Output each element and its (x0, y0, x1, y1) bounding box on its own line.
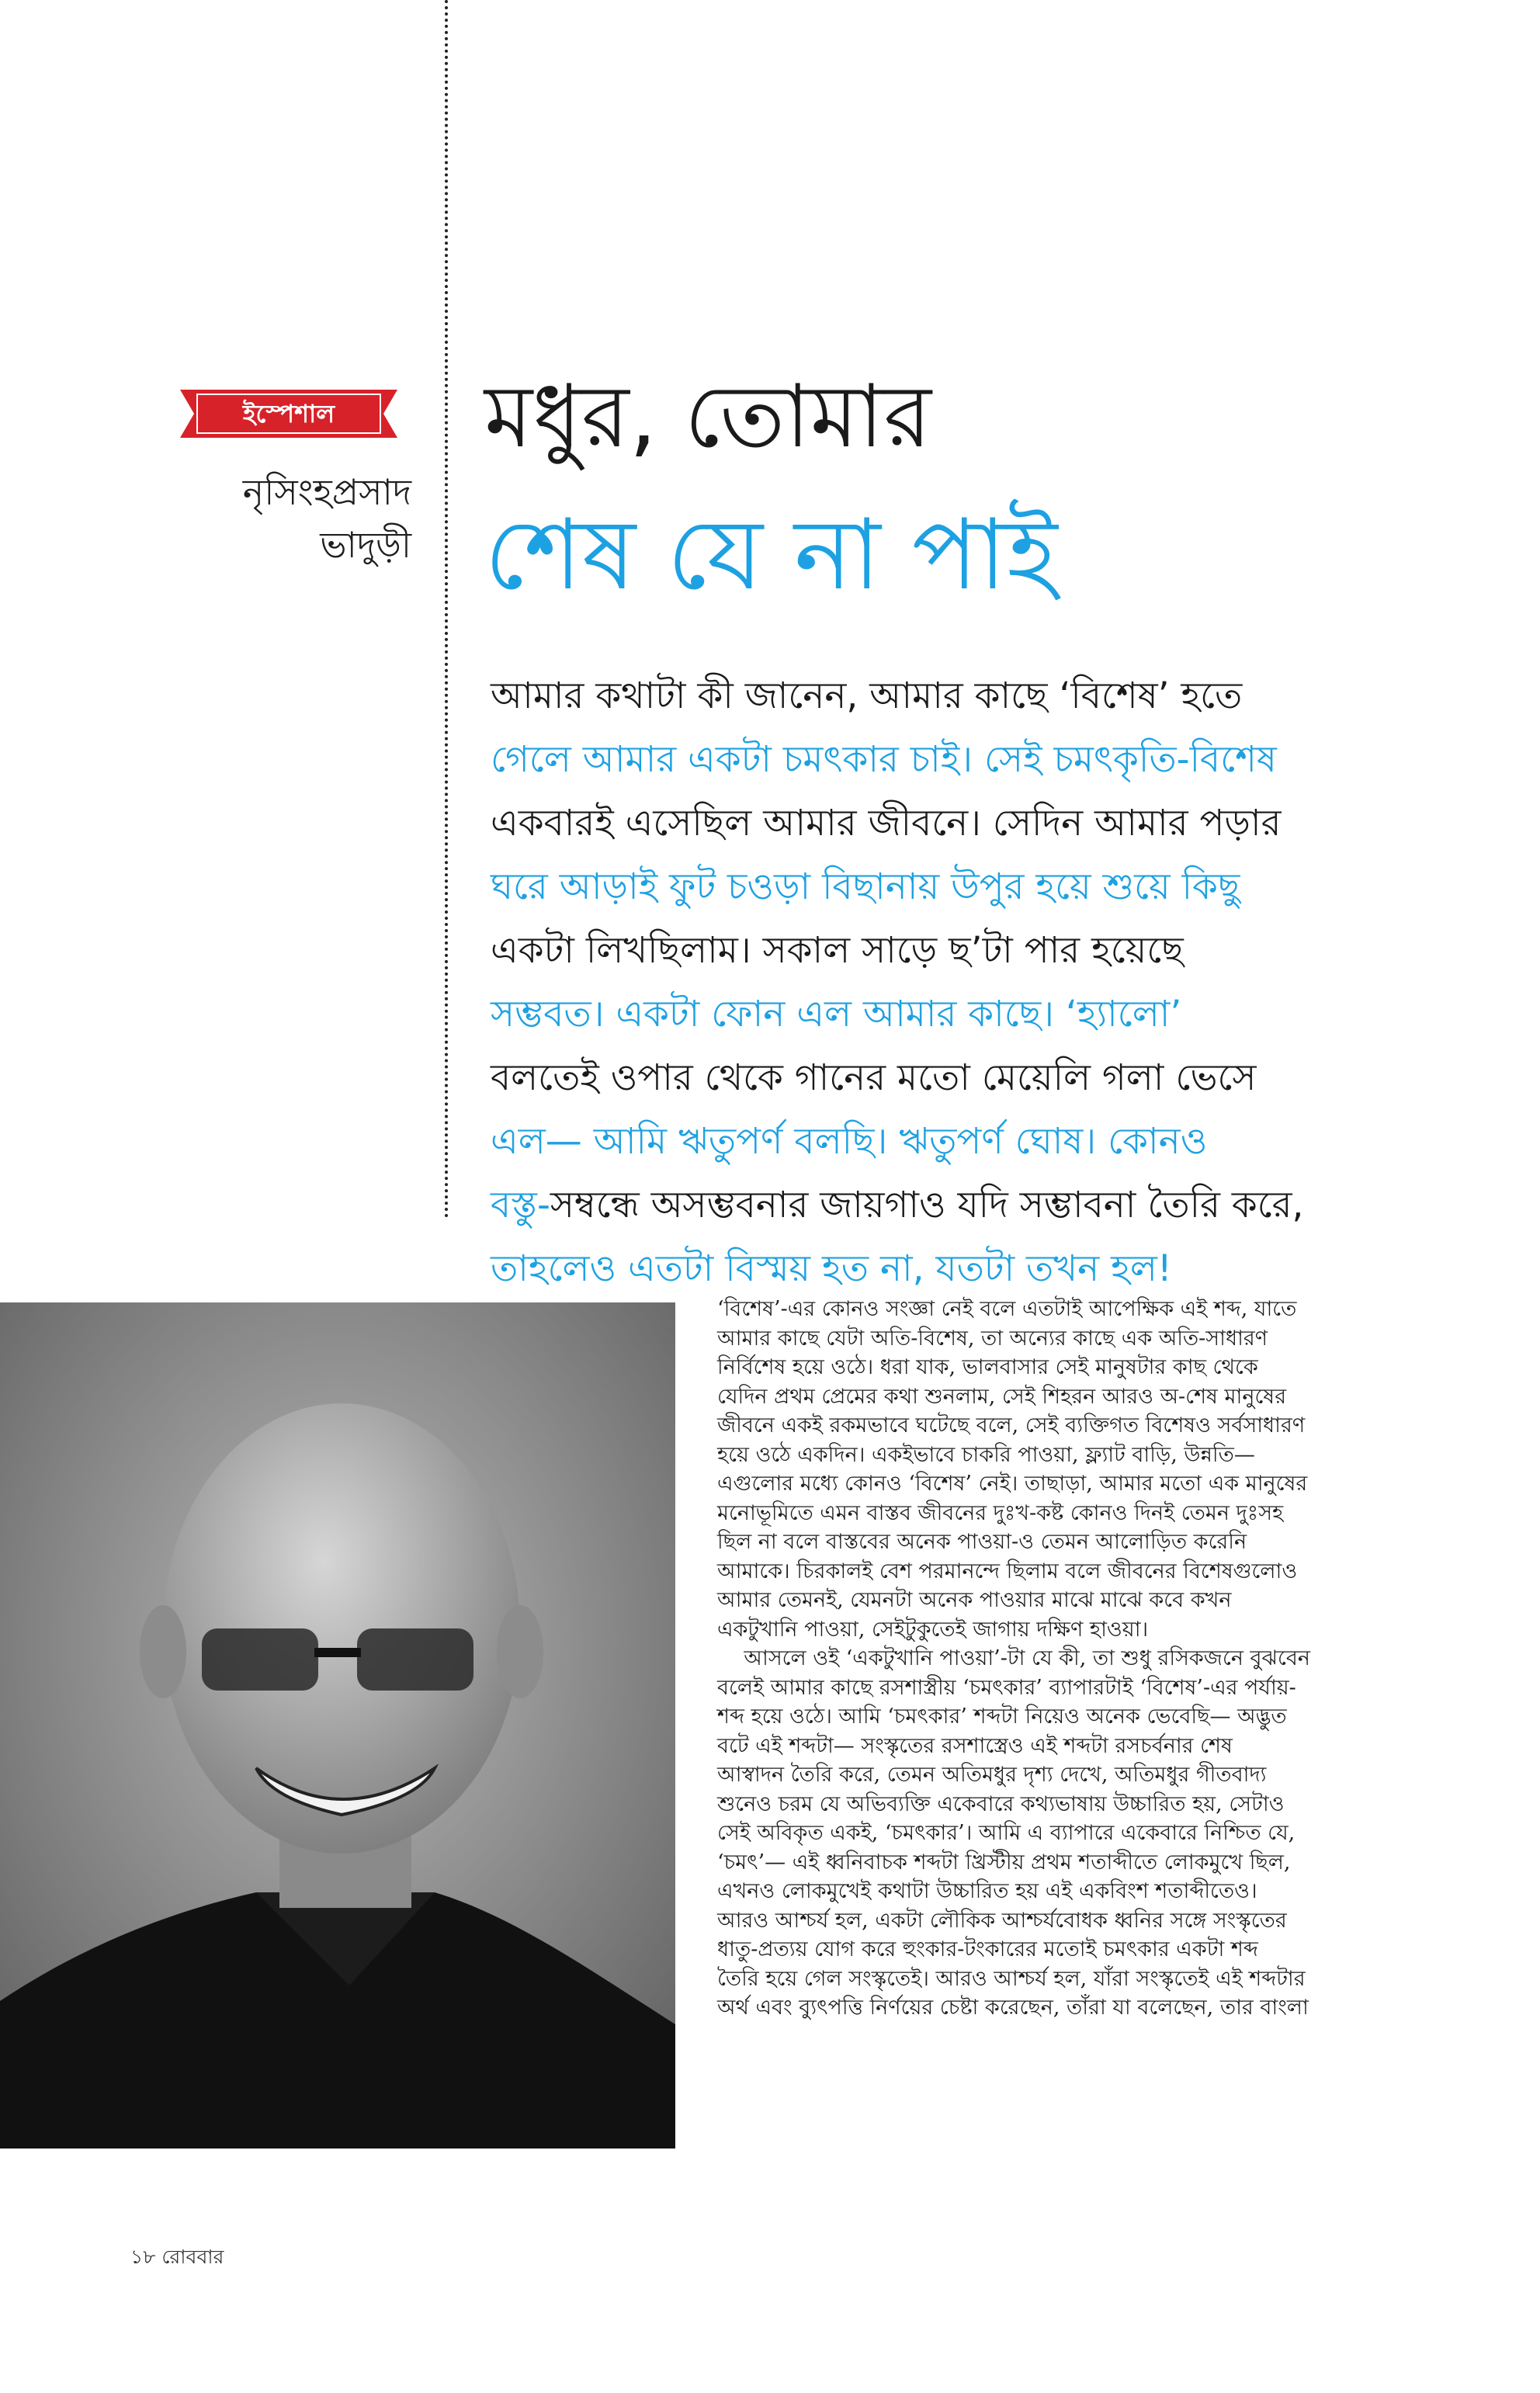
headline-line-1: মধুর, তোমার (484, 366, 932, 467)
body-line: শব্দ হয়ে ওঠে। আমি ‘চমৎকার’ শব্দটা নিয়েও অনেক ভেবেছি— অদ্ভুত (717, 1705, 1287, 1729)
author-last-name: ভাদুড়ী (320, 524, 411, 566)
intro-line: তাহলেও এতটা বিস্ময় হত না, যতটা তখন হল! (491, 1247, 1172, 1290)
body-line: যেদিন প্রথম প্রেমের কথা শুনলাম, সেই শিহরন আরও অ-শেষ মানুষের (717, 1384, 1287, 1409)
body-line: বলেই আমার কাছে রসশাস্ত্রীয় ‘চমৎকার’ ব্যাপারটাই ‘বিশেষ’-এর পর্যায়- (717, 1675, 1296, 1700)
author-first-name: নৃসিংহপ্রসাদ (242, 471, 411, 513)
section-ribbon (180, 390, 397, 438)
body-line: বটে এই শব্দটা— সংস্কৃতের রসশাস্ত্রেও এই শব্দটা রসচর্বনার শেষ (717, 1733, 1233, 1758)
intro-line: এল— আমি ঋতুপর্ণ বলছি। ঋতুপর্ণ ঘোষ। কোনও (491, 1120, 1208, 1163)
article-body (717, 1295, 1416, 2023)
intro-line-black-part: সম্বন্ধে অসম্ভবনার জায়গাও যদি সম্ভাবনা তৈরি করে, (550, 1184, 1304, 1226)
body-line: নির্বিশেষ হয়ে ওঠে। ধরা যাক, ভালবাসার সেই মানুষটার কাছ থেকে (717, 1355, 1258, 1379)
body-line: জীবনে একই রকমভাবে ঘটেছে বলে, সেই ব্যক্তিগত বিশেষও সর্বসাধারণ (717, 1413, 1306, 1438)
intro-paragraph (491, 664, 1453, 1301)
body-line: তৈরি হয়ে গেল সংস্কৃতেই। আরও আশ্চর্য হল, যাঁরা সংস্কৃতেই এই শব্দটার (717, 1966, 1306, 1991)
body-line: ‘বিশেষ’-এর কোনও সংজ্ঞা নেই বলে এতটাই আপেক্ষিক এই শব্দ, যাতে (717, 1297, 1297, 1321)
body-line: এগুলোর মধ্যে কোনও ‘বিশেষ’ নেই। তাছাড়া, আমার মতো এক মানুষের (717, 1472, 1308, 1496)
body-line: এখনও লোকমুখেই কথাটা উচ্চারিত হয় এই একবিংশ শতাব্দীতেও। (717, 1879, 1257, 1903)
intro-line-mixed (491, 1174, 1453, 1237)
portrait-illustration (0, 1302, 675, 2148)
body-line: শুনেও চরম যে অভিব্যক্তি একেবারে কথ্যভাষায় উচ্চারিত হয়, সেটাও (717, 1791, 1285, 1816)
body-line: অর্থ এবং ব্যুৎপত্তি নির্ণয়ের চেষ্টা করেছেন, তাঁরা যা বলেছেন, তার বাংলা (717, 1996, 1309, 2020)
body-line: আসলে ওই ‘একটুখানি পাওয়া’-টা যে কী, তা শুধু রসিকজনে বুঝবেন (717, 1646, 1310, 1670)
intro-line: সম্ভবত। একটা ফোন এল আমার কাছে। ‘হ্যালো’ (491, 993, 1182, 1035)
body-line: সেই অবিকৃত একই, ‘চমৎকার’। আমি এ ব্যাপারে একেবারে নিশ্চিত যে, (717, 1821, 1295, 1845)
author-byline (186, 466, 411, 571)
body-line: মনোভূমিতে এমন বাস্তব জীবনের দুঃখ-কষ্ট কোনও দিনই তেমন দুঃসহ (717, 1500, 1284, 1525)
body-line: ছিল না বলে বাস্তবের অনেক পাওয়া-ও তেমন আলোড়িত করেনি (717, 1530, 1247, 1554)
intro-line: একটা লিখছিলাম। সকাল সাড়ে ছ’টা পার হয়েছে (491, 929, 1184, 972)
column-divider (445, 0, 448, 1219)
intro-line-blue-part: বস্তু- (491, 1184, 550, 1226)
body-line: আমার তেমনই, যেমনটা অনেক পাওয়ার মাঝে মাঝে কবে কখন (717, 1588, 1232, 1612)
intro-line: গেলে আমার একটা চমৎকার চাই। সেই চমৎকৃতি-বিশেষ (491, 738, 1277, 781)
body-line: ধাতু-প্রত্যয় যোগ করে হুংকার-টংকারের মতোই চমৎকার একটা শব্দ (717, 1937, 1258, 1961)
headline-line-2: শেষ যে না পাই (484, 498, 1058, 612)
body-line: আমাকে। চিরকালই বেশ পরমানন্দে ছিলাম বলে জীবনের বিশেষগুলোও (717, 1559, 1298, 1583)
page-folio: ১৮ রোববার (130, 2246, 224, 2268)
body-line: হয়ে ওঠে একদিন। একইভাবে চাকরি পাওয়া, ফ্ল্যাট বাড়ি, উন্নতি— (717, 1442, 1255, 1467)
body-line: ‘চমৎ’— এই ধ্বনিবাচক শব্দটা খ্রিস্টীয় প্রথম শতাব্দীতে লোকমুখে ছিল, (717, 1850, 1291, 1875)
intro-line: একবারই এসেছিল আমার জীবনে। সেদিন আমার পড়ার (491, 802, 1282, 844)
author-photo (0, 1302, 675, 2148)
body-line: আমার কাছে যেটা অতি-বিশেষ, তা অন্যের কাছে এক অতি-সাধারণ (717, 1326, 1268, 1351)
section-tag: ইস্পেশাল (242, 399, 335, 428)
intro-line: আমার কথাটা কী জানেন, আমার কাছে ‘বিশেষ’ হতে (491, 675, 1243, 717)
intro-line: ঘরে আড়াই ফুট চওড়া বিছানায় উপুর হয়ে শুয়ে কিছু (491, 865, 1240, 908)
body-line: আস্বাদন তৈরি করে, তেমন অতিমধুর দৃশ্য দেখে, অতিমধুর গীতবাদ্য (717, 1763, 1267, 1787)
body-line: আরও আশ্চর্য হল, একটা লৌকিক আশ্চর্যবোধক ধ্বনির সঙ্গে সংস্কৃতের (717, 1908, 1287, 1933)
intro-line: বলতেই ওপার থেকে গানের মতো মেয়েলি গলা ভেসে (491, 1056, 1257, 1099)
body-line: একটুখানি পাওয়া, সেইটুকুতেই জাগায় দক্ষিণ হাওয়া। (717, 1617, 1149, 1642)
